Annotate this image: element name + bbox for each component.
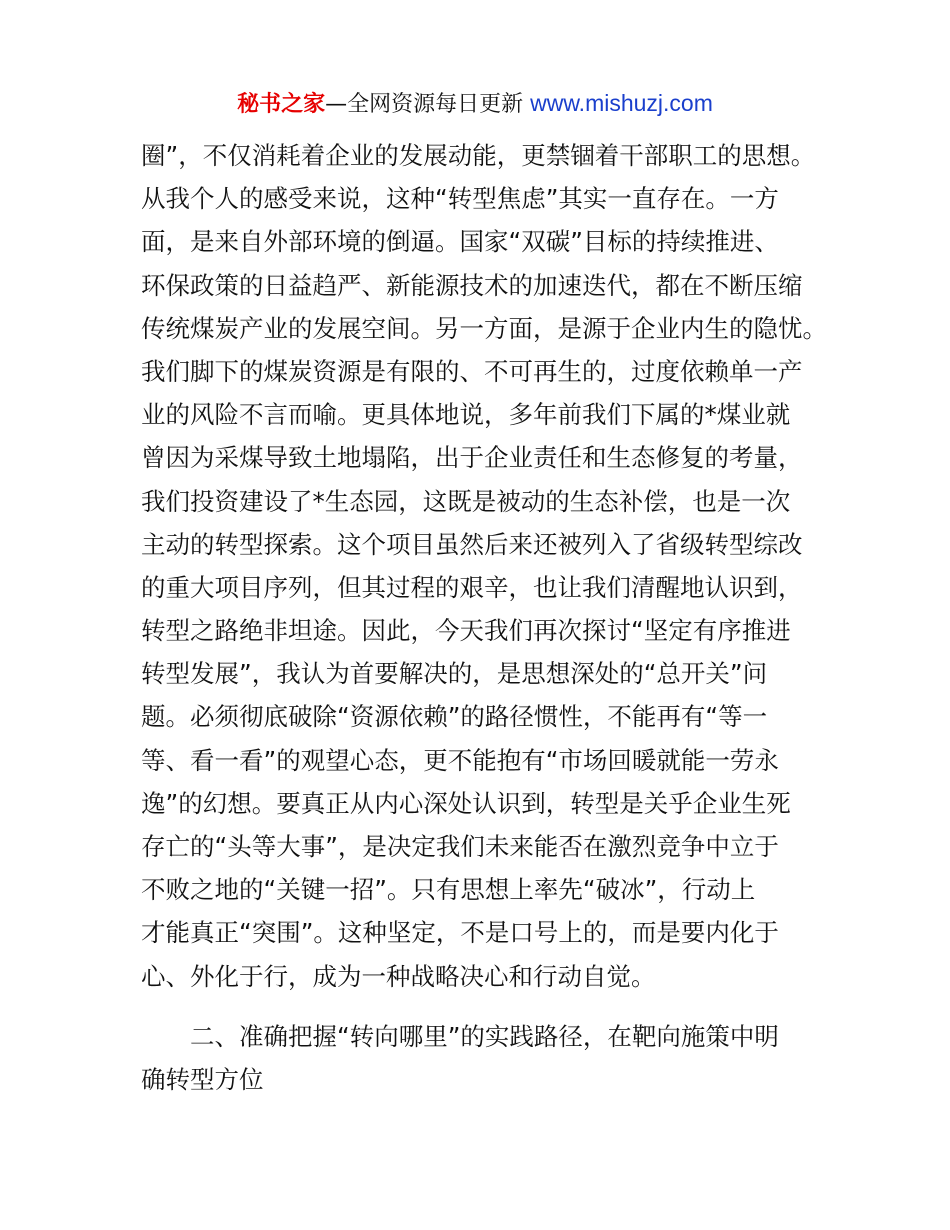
section-heading-2 xyxy=(141,1015,841,1101)
text-line: 传统煤炭产业的发展空间。另一方面，是源于企业内生的隐忧。 xyxy=(141,313,827,343)
heading-line: 二、准确把握“转向哪里”的实践路径，在靶向施策中明 xyxy=(190,1021,779,1051)
text-line: 主动的转型探索。这个项目虽然后来还被列入了省级转型综改 xyxy=(141,529,803,559)
text-line: 才能真正“突围”。这种坚定，不是口号上的，而是要内化于 xyxy=(141,918,779,948)
text-line: 不败之地的“关键一招”。只有思想上率先“破冰”，行动上 xyxy=(141,875,756,905)
text-line: 转型发展”，我认为首要解决的，是思想深处的“总开关”问 xyxy=(141,659,768,689)
text-line: 环保政策的日益趋严、新能源技术的加速迭代，都在不断压缩 xyxy=(141,270,803,300)
text-line: 圈”，不仅消耗着企业的发展动能，更禁锢着干部职工的思想。 xyxy=(141,141,816,170)
text-line: 题。必须彻底破除“资源依赖”的路径惯性，不能再有“等一 xyxy=(141,702,768,732)
text-line: 业的风险不言而喻。更具体地说，多年前我们下属的*煤业就 xyxy=(141,400,791,430)
paragraph-1 xyxy=(141,134,841,998)
page-header xyxy=(0,86,950,122)
text-line: 心、外化于行，成为一种战略决心和行动自觉。 xyxy=(141,961,656,991)
text-line: 的重大项目序列，但其过程的艰辛，也让我们清醒地认识到， xyxy=(141,572,803,602)
text-line: 从我个人的感受来说，这种“转型焦虑”其实一直存在。一方 xyxy=(141,184,779,214)
text-line: 曾因为采煤导致土地塌陷，出于企业责任和生态修复的考量， xyxy=(141,443,803,473)
heading-line: 确转型方位 xyxy=(141,1064,264,1094)
text-line: 逸”的幻想。要真正从内心深处认识到，转型是关乎企业生死 xyxy=(141,788,791,818)
header-tagline: —全网资源每日更新 xyxy=(325,92,524,117)
website-link[interactable]: www.mishuzj.com xyxy=(530,90,713,116)
text-line: 面，是来自外部环境的倒逼。国家“双碳”目标的持续推进、 xyxy=(141,227,779,257)
text-line: 转型之路绝非坦途。因此，今天我们再次探讨“坚定有序推进 xyxy=(141,616,791,646)
text-line: 等、看一看”的观望心态，更不能抱有“市场回暖就能一劳永 xyxy=(141,745,779,775)
brand-name: 秘书之家 xyxy=(237,92,326,117)
paragraph-spacer xyxy=(141,998,841,1015)
text-line: 我们投资建设了*生态园，这既是被动的生态补偿，也是一次 xyxy=(141,486,791,516)
text-line: 存亡的“头等大事”，是决定我们未来能否在激烈竞争中立于 xyxy=(141,832,779,861)
text-line: 我们脚下的煤炭资源是有限的、不可再生的，过度依赖单一产 xyxy=(141,356,803,386)
document-body xyxy=(141,134,841,1101)
